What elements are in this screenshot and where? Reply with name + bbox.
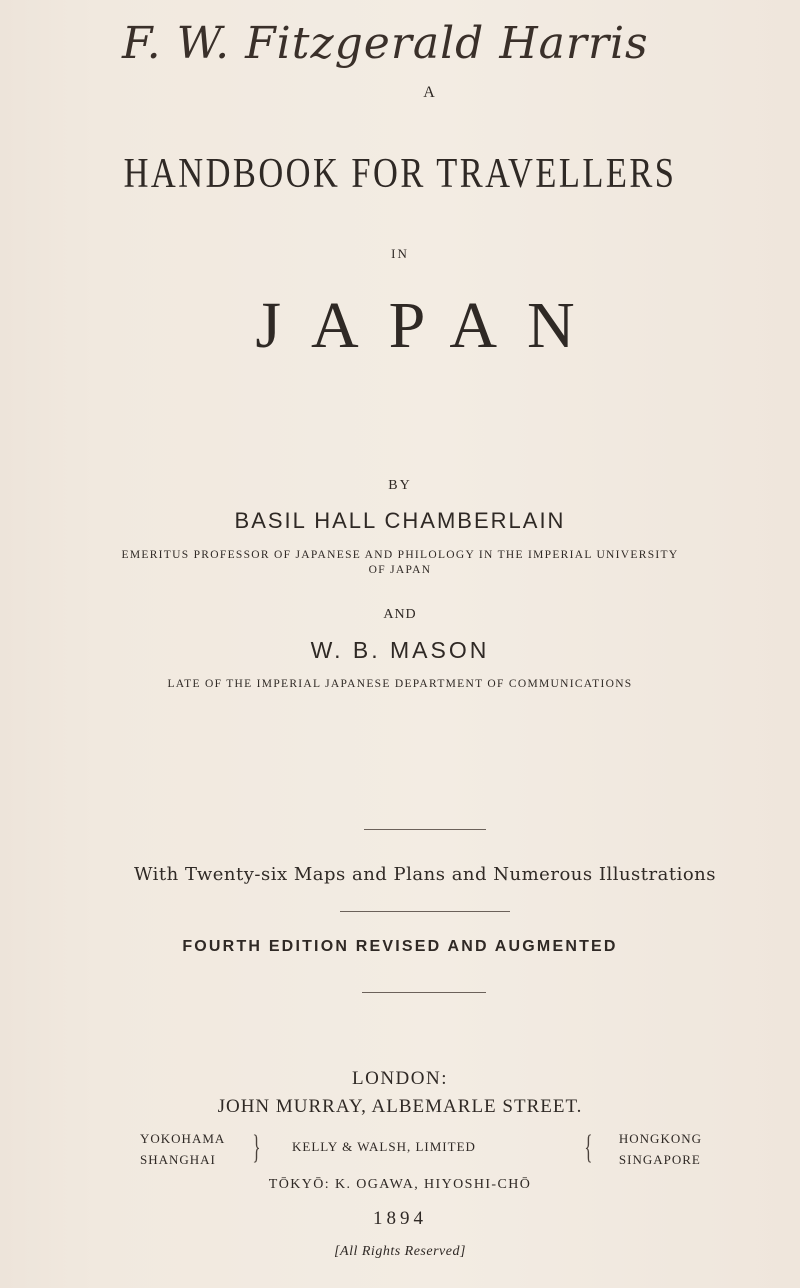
author-affiliation-2: LATE OF THE IMPERIAL JAPANESE DEPARTMENT OF COMMUNICATIONS	[167, 678, 633, 690]
author-affiliation-1-line2: OF JAPAN	[368, 564, 432, 576]
rights-notice: [All Rights Reserved]	[334, 1244, 466, 1259]
brace-left: }	[252, 1129, 261, 1166]
imprint-year: 1894	[373, 1208, 427, 1229]
agents-middle: KELLY & WALSH, LIMITED	[292, 1139, 476, 1154]
agent-city-yokohama: YOKOHAMA	[140, 1131, 226, 1146]
imprint-city: LONDON:	[352, 1068, 448, 1089]
title-article: A	[423, 84, 437, 101]
divider-rule-1	[364, 829, 486, 830]
illustrations-note: With Twenty-six Maps and Plans and Numerous Illustrations	[133, 864, 717, 885]
by-label: BY	[388, 478, 412, 493]
divider-rule-3	[362, 992, 486, 993]
book-title: HANDBOOK FOR TRAVELLERS	[123, 151, 677, 197]
author-affiliation-1	[0, 548, 800, 578]
title-country: JAPAN	[255, 289, 605, 362]
title-preposition: IN	[391, 246, 409, 261]
imprint-publisher: JOHN MURRAY, ALBEMARLE STREET.	[217, 1096, 583, 1117]
author-name-2: W. B. MASON	[310, 637, 490, 663]
handwritten-signature: F. W. Fitzgerald Harris	[122, 18, 649, 69]
edition-statement: FOURTH EDITION REVISED AND AUGMENTED	[182, 938, 618, 955]
agent-city-singapore: SINGAPORE	[618, 1152, 701, 1167]
imprint-tokyo: TŌKYŌ: K. OGAWA, HIYOSHI-CHŌ	[268, 1177, 532, 1192]
agents-right	[619, 1128, 702, 1170]
author-name-1: BASIL HALL CHAMBERLAIN	[234, 508, 566, 533]
agents-left	[140, 1128, 225, 1170]
agent-city-shanghai: SHANGHAI	[140, 1152, 216, 1167]
and-label: AND	[383, 607, 417, 622]
author-affiliation-1-line1: EMERITUS PROFESSOR OF JAPANESE AND PHILOLOGY IN THE IMPERIAL UNIVERSITY	[121, 549, 679, 561]
agent-city-hongkong: HONGKONG	[618, 1131, 702, 1146]
agents-block	[140, 1128, 710, 1174]
brace-right: {	[584, 1129, 593, 1166]
divider-rule-2	[340, 911, 510, 912]
